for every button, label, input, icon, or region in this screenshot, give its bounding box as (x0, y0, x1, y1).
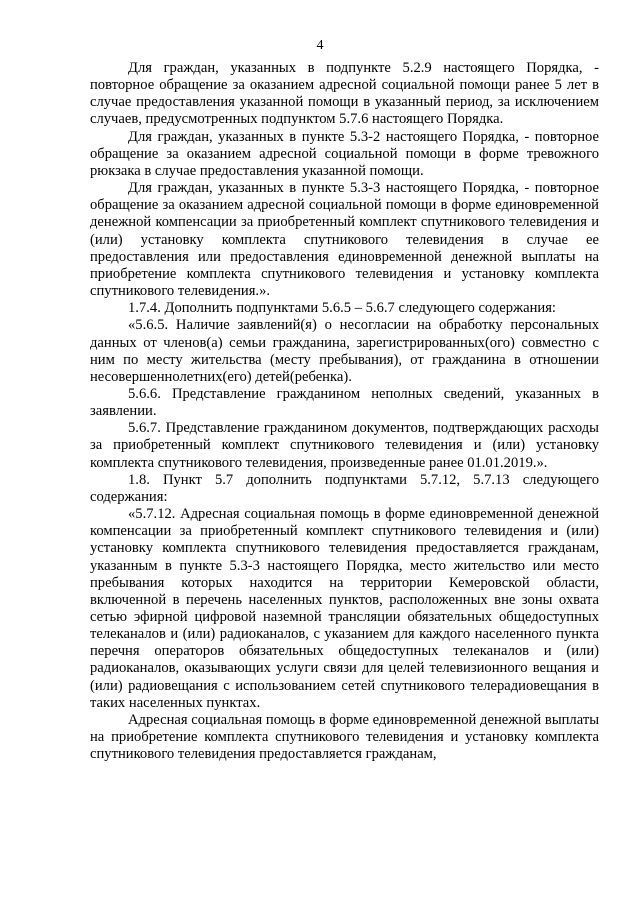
paragraph-5-6-5: «5.6.5. Наличие заявлений(я) о несогласии на обработку персональных данных от членов(а) семьи гражданина, зарегистрированных(ого) совместно с ним по месту жительства (месту пребывания), от гражданина в отношении несовершеннолетних(его) детей(ребенка). (90, 317, 599, 385)
paragraph-5-7-12: «5.7.12. Адресная социальная помощь в форме единовременной денежной компенсации за приобретенный комплект спутникового телевидения и (или) установку комплекта спутникового телевидения предоставляется гражданам, указанным в пункте 5.3-3 настоящего Порядка, место жительство или место пребывания которых находится на территории Кемеровской области, включенной в перечень населенных пунктов, расположенных вне зоны охвата сетью эфирной цифровой наземной трансляции обязательных общедоступных телеканалов и (или) радиоканалов, с указанием для каждого населенного пункта перечня операторов обязательных общедоступных телеканалов и (или) радиоканалов, оказывающих услуги связи для целей телевизионного вещания и (или) радиовещания с использованием сетей спутникового телерадиовещания в таких населенных пунктах. (90, 506, 599, 711)
paragraph-5-2-9-rule: Для граждан, указанных в подпункте 5.2.9 настоящего Порядка, - повторное обращение за оказанием адресной социальной помощи ранее 5 лет в случае предоставления указанной помощи в указанный период, за исключением случаев, предусмотренных подпунктом 5.7.6 настоящего Порядка. (90, 60, 599, 128)
page-number: 4 (316, 38, 324, 53)
paragraph-5-7-12-continued: Адресная социальная помощь в форме единовременной денежной выплаты на приобретение комплекта спутникового телевидения и установку комплекта спутникового телевидения предоставляется гражданам, (90, 711, 599, 763)
document-body (90, 60, 599, 763)
paragraph-5-6-7: 5.6.7. Представление гражданином документов, подтверждающих расходы за приобретенный комплект спутникового телевидения и (или) установку комплекта спутникового телевидения, произведенные ранее 01.01.2019.». (90, 420, 599, 471)
paragraph-1-7-4: 1.7.4. Дополнить подпунктами 5.6.5 – 5.6.7 следующего содержания: (128, 300, 556, 317)
paragraph-1-8: 1.8. Пункт 5.7 дополнить подпунктами 5.7.12, 5.7.13 следующего содержания: (90, 471, 599, 505)
paragraph-5-6-6: 5.6.6. Представление гражданином неполных сведений, указанных в заявлении. (90, 385, 599, 420)
paragraph-5-3-3-rule: Для граждан, указанных в пункте 5.3-3 настоящего Порядка, - повторное обращение за оказанием адресной социальной помощи в форме единовременной денежной компенсации за приобретенный комплект спутникового телевидения и (или) установку комплекта спутникового телевидения в случае ее предоставления или предоставления единовременной денежной выплаты на приобретение комплекта спутникового телевидения и установку комплекта спутникового телевидения.». (90, 180, 599, 300)
paragraph-5-3-2-rule: Для граждан, указанных в пункте 5.3-2 настоящего Порядка, - повторное обращение за оказанием адресной социальной помощи в форме тревожного рюкзака в случае предоставления указанной помощи. (90, 128, 599, 179)
